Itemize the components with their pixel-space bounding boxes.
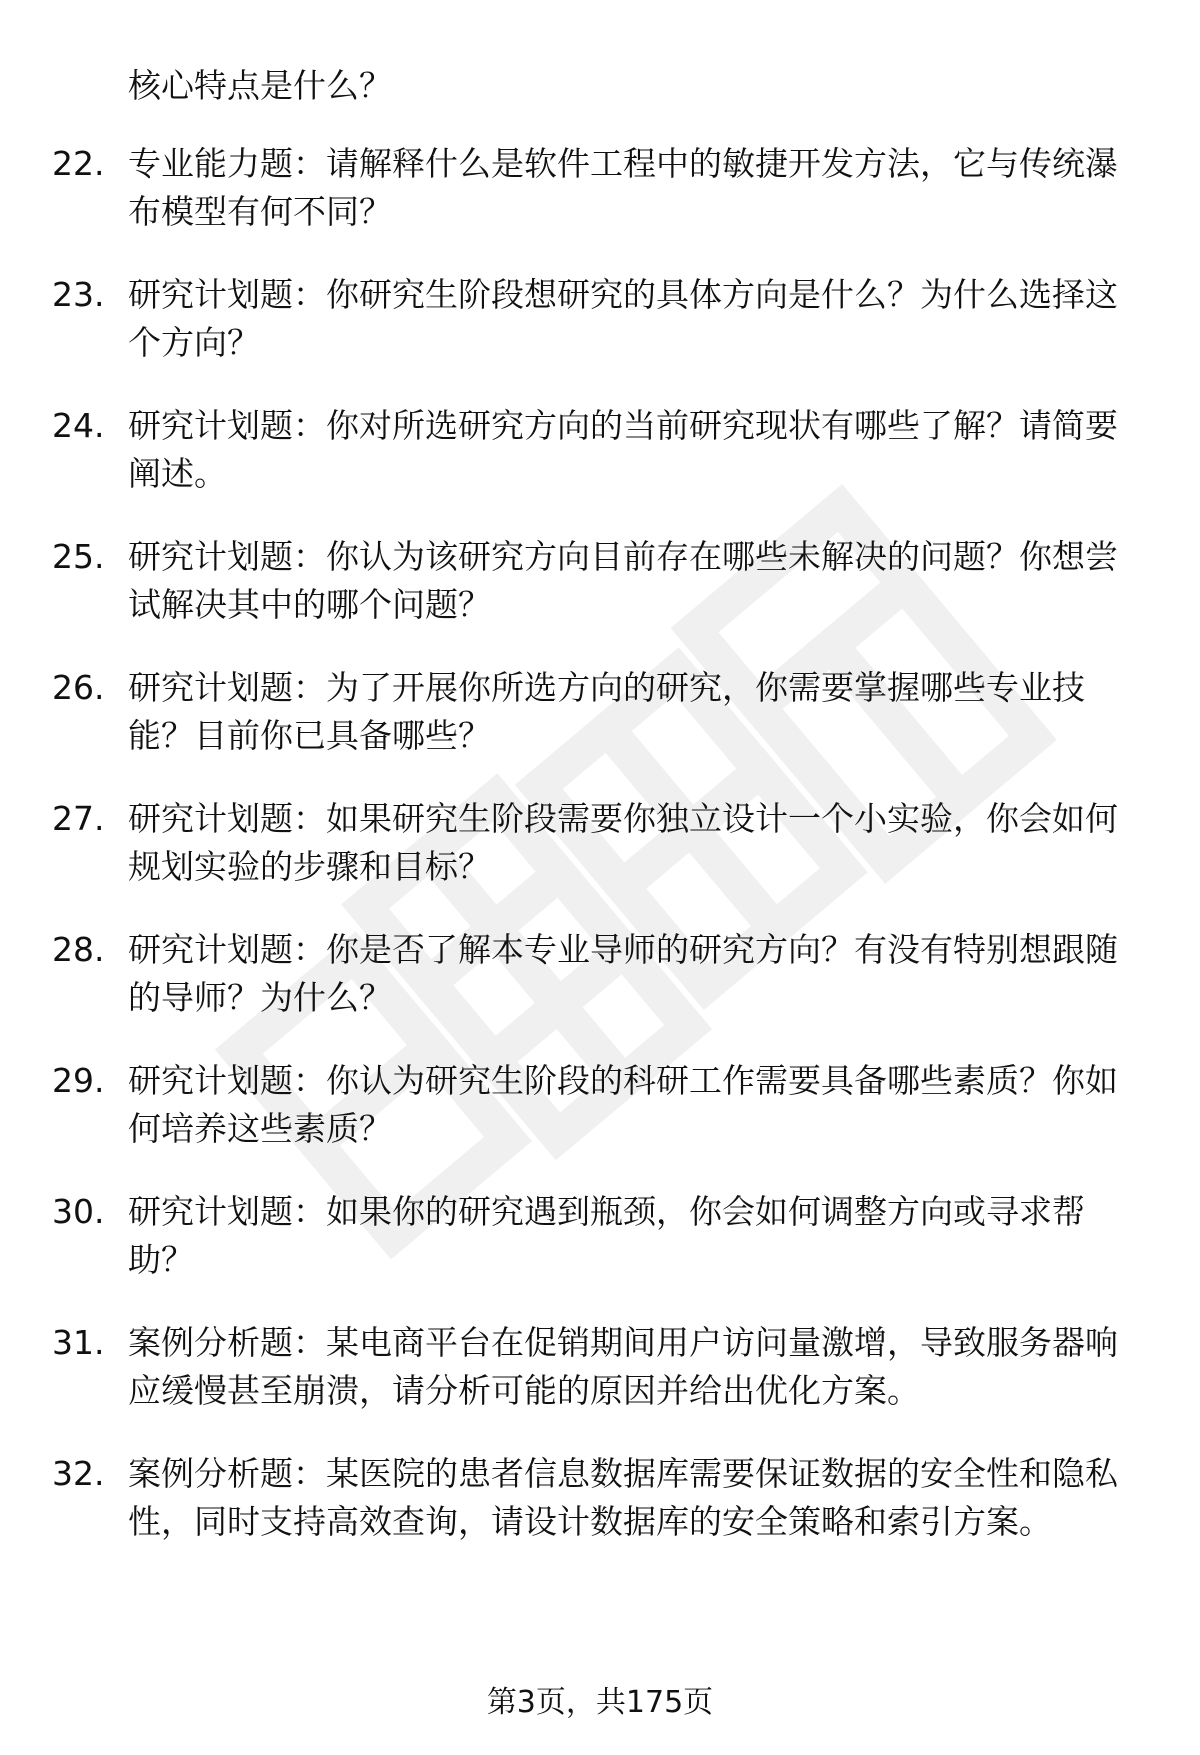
question-number: 28. <box>52 930 105 969</box>
question-text: 研究计划题：你认为该研究方向目前存在哪些未解决的问题？你想尝试解决其中的哪个问题？ <box>128 537 1118 624</box>
question-item <box>0 1319 1200 1450</box>
question-number: 31. <box>52 1323 105 1362</box>
question-item <box>0 1188 1200 1319</box>
question-item <box>0 926 1200 1057</box>
question-number: 29. <box>52 1061 105 1100</box>
question-item <box>0 271 1200 402</box>
question-number: 25. <box>52 537 105 576</box>
question-item <box>0 795 1200 926</box>
question-number: 26. <box>52 668 105 707</box>
question-number: 32. <box>52 1454 105 1493</box>
question-item <box>0 1450 1200 1628</box>
question-text: 研究计划题：你对所选研究方向的当前研究现状有哪些了解？请简要阐述。 <box>128 406 1118 493</box>
question-number: 23. <box>52 275 105 314</box>
question-item <box>0 402 1200 533</box>
question-text: 案例分析题：某医院的患者信息数据库需要保证数据的安全性和隐私性，同时支持高效查询，请设计数据库的安全策略和索引方案。 <box>128 1454 1118 1541</box>
question-text: 研究计划题：如果你的研究遇到瓶颈，你会如何调整方向或寻求帮助？ <box>128 1192 1085 1279</box>
question-text: 研究计划题：你认为研究生阶段的科研工作需要具备哪些素质？你如何培养这些素质？ <box>128 1061 1118 1148</box>
question-text: 研究计划题：如果研究生阶段需要你独立设计一个小实验，你会如何规划实验的步骤和目标？ <box>128 799 1118 886</box>
question-text: 研究计划题：为了开展你所选方向的研究，你需要掌握哪些专业技能？目前你已具备哪些？ <box>128 668 1085 755</box>
question-number: 27. <box>52 799 105 838</box>
question-text: 研究计划题：你是否了解本专业导师的研究方向？有没有特别想跟随的导师？为什么？ <box>128 930 1118 1017</box>
question-text: 专业能力题：请解释什么是软件工程中的敏捷开发方法，它与传统瀑布模型有何不同？ <box>128 144 1118 231</box>
page-footer: 第3页，共175页 <box>486 1685 714 1720</box>
question-number: 24. <box>52 406 105 445</box>
question-list <box>0 140 1200 1628</box>
question-item <box>0 664 1200 795</box>
question-text: 案例分析题：某电商平台在促销期间用户访问量激增，导致服务器响应缓慢甚至崩溃，请分析可能的原因并给出优化方案。 <box>128 1323 1118 1410</box>
question-item <box>0 140 1200 271</box>
question-item <box>0 1057 1200 1188</box>
continuation-text: 核心特点是什么？ <box>128 66 392 105</box>
question-number: 30. <box>52 1192 105 1231</box>
question-text: 研究计划题：你研究生阶段想研究的具体方向是什么？为什么选择这个方向？ <box>128 275 1118 362</box>
question-number: 22. <box>52 144 105 183</box>
question-item <box>0 533 1200 664</box>
